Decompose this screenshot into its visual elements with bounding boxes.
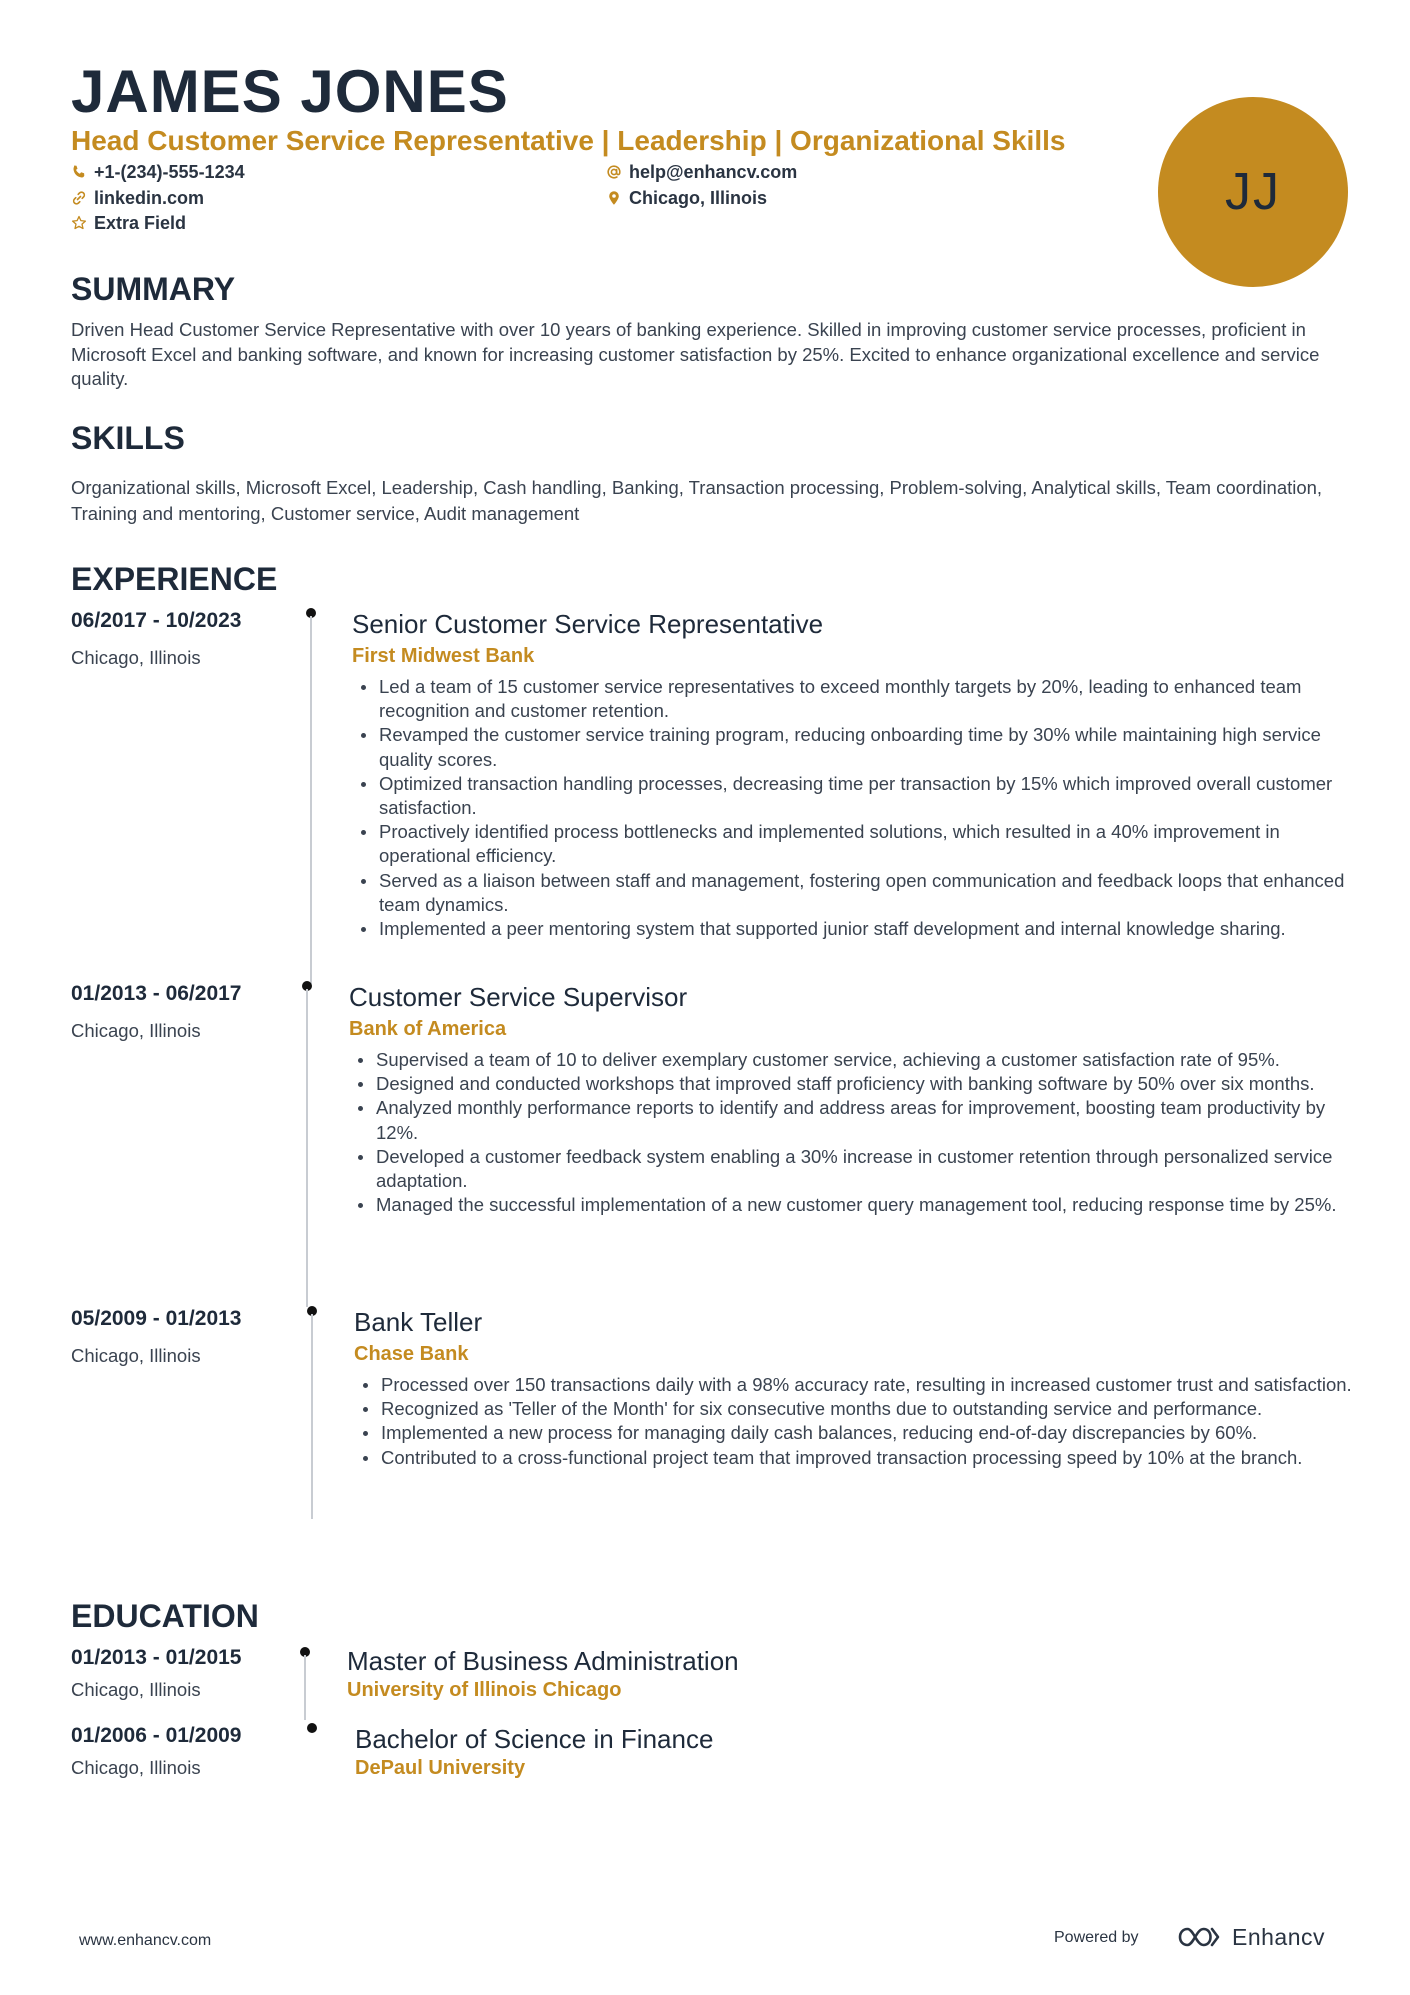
list-item: Served as a liaison between staff and management, fostering open communication and feedback loops that enhanced team dynamics.: [352, 869, 1352, 917]
entry-date: 01/2006 - 01/2009: [71, 1724, 242, 1747]
contact-location: [606, 186, 767, 210]
list-item: Optimized transaction handling processes, decreasing time per transaction by 15% which improved overall customer satisfaction.: [352, 772, 1352, 820]
entry-bullets: [352, 675, 1352, 941]
list-item: Revamped the customer service training program, reducing onboarding time by 30% while maintaining high service quality scores.: [352, 723, 1352, 771]
map-pin-icon: [606, 190, 622, 206]
entry-school: University of Illinois Chicago: [347, 1679, 622, 1701]
entry-location: Chicago, Illinois: [71, 1757, 201, 1778]
timeline-line: [311, 1314, 313, 1519]
candidate-name: JAMES JONES: [71, 58, 509, 125]
list-item: Recognized as 'Teller of the Month' for six consecutive months due to outstanding service and performance.: [354, 1397, 1352, 1421]
powered-by-label: Powered by: [1054, 1929, 1139, 1946]
list-item: Managed the successful implementation of a new customer query management tool, reducing response time by 25%.: [349, 1193, 1352, 1217]
at-sign-icon: [606, 164, 622, 180]
entry-role: Senior Customer Service Representative: [352, 609, 824, 639]
contact-extra: [71, 211, 186, 235]
entry-role: Customer Service Supervisor: [349, 982, 688, 1012]
list-item: Led a team of 15 customer service representatives to exceed monthly targets by 20%, leading to enhanced team recognition and customer retention.: [352, 675, 1352, 723]
star-icon: [71, 215, 87, 231]
entry-date: 06/2017 - 10/2023: [71, 609, 242, 632]
entry-school: DePaul University: [355, 1757, 526, 1779]
avatar: [1158, 97, 1348, 287]
summary-title: SUMMARY: [71, 271, 236, 307]
entry-location: Chicago, Illinois: [71, 647, 201, 668]
list-item: Contributed to a cross-functional project team that improved transaction processing speed by 10% at the branch.: [354, 1446, 1352, 1470]
entry-body: [354, 1306, 1352, 1470]
skills-text: Organizational skills, Microsoft Excel, Leadership, Cash handling, Banking, Transaction processing, Problem-solving, Analytical skills, Team coordination, Training and mentoring, Customer service, Audit management: [71, 477, 1323, 524]
timeline-line: [306, 989, 308, 1307]
entry-location: Chicago, Illinois: [71, 1345, 201, 1366]
timeline-dot: [307, 1723, 317, 1733]
list-item: Supervised a team of 10 to deliver exemplary customer service, achieving a customer satisfaction rate of 95%.: [349, 1048, 1352, 1072]
contact-info: [71, 160, 1121, 240]
list-item: Proactively identified process bottlenecks and implemented solutions, which resulted in a 40% improvement in operational efficiency.: [352, 820, 1352, 868]
entry-body: [349, 981, 1352, 1217]
list-item: Implemented a new process for managing daily cash balances, reducing end-of-day discrepancies by 60%.: [354, 1421, 1352, 1445]
list-item: Designed and conducted workshops that improved staff proficiency with banking software by 50% over six months.: [349, 1072, 1352, 1096]
extra-text: Extra Field: [94, 213, 187, 233]
link-icon: [71, 190, 87, 206]
entry-bullets: [349, 1048, 1352, 1217]
footer-url[interactable]: www.enhancv.com: [79, 1932, 212, 1949]
entry-body: [347, 1645, 1347, 1703]
entry-date: 01/2013 - 01/2015: [71, 1646, 242, 1669]
experience-title: EXPERIENCE: [71, 561, 278, 597]
list-item: Developed a customer feedback system enabling a 30% increase in customer retention through personalized service adaptation.: [349, 1145, 1352, 1193]
entry-date: 05/2009 - 01/2013: [71, 1307, 242, 1330]
summary-text: Driven Head Customer Service Representative with over 10 years of banking experience. Skilled in improving customer service processes, proficient in Microsoft Excel and banking software, and known for increasing customer satisfaction by 25%. Excited to enhance organizational excellence and service quality.: [71, 319, 1320, 389]
enhancv-logo-icon: [1176, 1924, 1222, 1950]
timeline-line: [310, 616, 312, 984]
entry-body: [355, 1723, 1355, 1781]
phone-icon: [71, 164, 87, 180]
entry-degree: Master of Business Administration: [347, 1646, 739, 1676]
brand-name: Enhancv: [1232, 1923, 1326, 1950]
entry-degree: Bachelor of Science in Finance: [355, 1724, 714, 1754]
skills-title: SKILLS: [71, 420, 185, 456]
contact-phone[interactable]: [71, 160, 245, 184]
entry-company: Chase Bank: [354, 1343, 469, 1365]
entry-location: Chicago, Illinois: [71, 1679, 201, 1700]
entry-date: 01/2013 - 06/2017: [71, 982, 242, 1005]
phone-text: +1-(234)-555-1234: [94, 162, 245, 182]
avatar-initials: JJ: [1225, 163, 1281, 221]
email-text: help@enhancv.com: [629, 162, 798, 182]
education-title: EDUCATION: [71, 1598, 259, 1634]
contact-email[interactable]: [606, 160, 797, 184]
list-item: Processed over 150 transactions daily with a 98% accuracy rate, resulting in increased customer trust and satisfaction.: [354, 1373, 1352, 1397]
entry-bullets: [354, 1373, 1352, 1470]
entry-location: Chicago, Illinois: [71, 1020, 201, 1041]
linkedin-text: linkedin.com: [94, 188, 205, 208]
entry-body: [352, 608, 1352, 941]
entry-company: Bank of America: [349, 1018, 507, 1040]
list-item: Analyzed monthly performance reports to identify and address areas for improvement, boosting team productivity by 12%.: [349, 1096, 1352, 1144]
headline: Head Customer Service Representative | Leadership | Organizational Skills: [71, 125, 1066, 156]
entry-company: First Midwest Bank: [352, 645, 535, 667]
location-text: Chicago, Illinois: [629, 188, 768, 208]
brand-logo[interactable]: [1176, 1920, 1325, 1954]
contact-linkedin[interactable]: [71, 186, 204, 210]
entry-role: Bank Teller: [354, 1307, 483, 1337]
timeline-line: [304, 1655, 306, 1720]
list-item: Implemented a peer mentoring system that supported junior staff development and internal knowledge sharing.: [352, 917, 1352, 941]
